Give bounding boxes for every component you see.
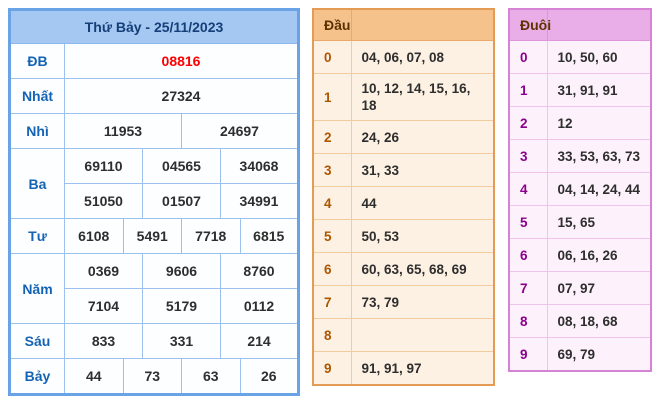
results-row <box>10 359 299 395</box>
results-row <box>10 324 299 359</box>
numbers-cell: 44 <box>351 187 494 220</box>
numbers-cell: 04, 06, 07, 08 <box>351 41 494 74</box>
dau-table-title: Đầu <box>313 9 351 41</box>
dau-row <box>313 220 494 253</box>
prize-value: 0112 <box>221 289 299 324</box>
digit-cell: 5 <box>509 206 547 239</box>
results-row <box>10 149 299 184</box>
dau-row <box>313 187 494 220</box>
duoi-header-empty <box>547 9 651 41</box>
prize-value: 331 <box>143 324 221 359</box>
prize-value: 6815 <box>240 219 299 254</box>
prize-value: 214 <box>221 324 299 359</box>
numbers-cell: 15, 65 <box>547 206 651 239</box>
dau-row <box>313 41 494 74</box>
digit-cell: 9 <box>509 338 547 372</box>
duoi-row <box>509 173 651 206</box>
digit-cell: 4 <box>509 173 547 206</box>
results-table-title: Thứ Bảy - 25/11/2023 <box>10 10 299 44</box>
dau-row <box>313 286 494 319</box>
dau-row <box>313 121 494 154</box>
digit-cell: 1 <box>509 74 547 107</box>
dau-row <box>313 253 494 286</box>
digit-cell: 0 <box>509 41 547 74</box>
digit-cell: 1 <box>313 74 351 121</box>
duoi-row <box>509 41 651 74</box>
digit-cell: 0 <box>313 41 351 74</box>
prize-value: 8760 <box>221 254 299 289</box>
prize-label: Năm <box>10 254 65 324</box>
prize-value: 01507 <box>143 184 221 219</box>
digit-cell: 5 <box>313 220 351 253</box>
prize-value: 04565 <box>143 149 221 184</box>
prize-label: Nhất <box>10 79 65 114</box>
duoi-table-title: Đuôi <box>509 9 547 41</box>
numbers-cell: 07, 97 <box>547 272 651 305</box>
numbers-cell: 06, 16, 26 <box>547 239 651 272</box>
prize-value: 24697 <box>182 114 299 149</box>
dau-table <box>312 8 495 386</box>
results-header-row <box>10 10 299 44</box>
prize-value: 0369 <box>65 254 143 289</box>
digit-cell: 4 <box>313 187 351 220</box>
numbers-cell: 31, 91, 91 <box>547 74 651 107</box>
prize-label: Bảy <box>10 359 65 395</box>
special-prize-value: 08816 <box>65 44 299 79</box>
digit-cell: 9 <box>313 352 351 386</box>
prize-label: Ba <box>10 149 65 219</box>
duoi-row <box>509 338 651 372</box>
prize-value: 6108 <box>65 219 124 254</box>
duoi-row <box>509 305 651 338</box>
prize-value: 5491 <box>123 219 182 254</box>
results-row <box>10 219 299 254</box>
dau-row <box>313 319 494 352</box>
numbers-cell: 31, 33 <box>351 154 494 187</box>
numbers-cell: 50, 53 <box>351 220 494 253</box>
digit-cell: 7 <box>509 272 547 305</box>
numbers-cell: 08, 18, 68 <box>547 305 651 338</box>
digit-cell: 8 <box>313 319 351 352</box>
numbers-cell: 10, 12, 14, 15, 16, 18 <box>351 74 494 121</box>
numbers-cell: 73, 79 <box>351 286 494 319</box>
duoi-header-row <box>509 9 651 41</box>
digit-cell: 8 <box>509 305 547 338</box>
prize-value: 73 <box>123 359 182 395</box>
digit-cell: 3 <box>313 154 351 187</box>
prize-value: 833 <box>65 324 143 359</box>
numbers-cell: 24, 26 <box>351 121 494 154</box>
prize-value: 9606 <box>143 254 221 289</box>
dau-row <box>313 154 494 187</box>
numbers-cell: 12 <box>547 107 651 140</box>
duoi-row <box>509 272 651 305</box>
prize-value: 51050 <box>65 184 143 219</box>
prize-value: 7104 <box>65 289 143 324</box>
duoi-row <box>509 74 651 107</box>
duoi-row <box>509 140 651 173</box>
prize-label: ĐB <box>10 44 65 79</box>
prize-value: 26 <box>240 359 299 395</box>
duoi-row <box>509 239 651 272</box>
digit-cell: 2 <box>313 121 351 154</box>
numbers-cell: 60, 63, 65, 68, 69 <box>351 253 494 286</box>
digit-cell: 3 <box>509 140 547 173</box>
duoi-row <box>509 107 651 140</box>
numbers-cell: 04, 14, 24, 44 <box>547 173 651 206</box>
results-row <box>10 79 299 114</box>
digit-cell: 6 <box>509 239 547 272</box>
dau-row <box>313 352 494 386</box>
prize-value: 11953 <box>65 114 182 149</box>
numbers-cell: 10, 50, 60 <box>547 41 651 74</box>
numbers-cell <box>351 319 494 352</box>
prize-value: 34068 <box>221 149 299 184</box>
prize-value: 27324 <box>65 79 299 114</box>
prize-value: 69110 <box>65 149 143 184</box>
prize-value: 44 <box>65 359 124 395</box>
numbers-cell: 69, 79 <box>547 338 651 372</box>
prize-label: Sáu <box>10 324 65 359</box>
duoi-panel <box>508 8 652 372</box>
dau-header-row <box>313 9 494 41</box>
results-row <box>10 254 299 289</box>
dau-row <box>313 74 494 121</box>
dau-header-empty <box>351 9 494 41</box>
duoi-table <box>508 8 652 372</box>
prize-label: Nhì <box>10 114 65 149</box>
prize-value: 34991 <box>221 184 299 219</box>
lottery-results-panel <box>8 8 300 396</box>
results-row <box>10 114 299 149</box>
digit-cell: 7 <box>313 286 351 319</box>
prize-value: 5179 <box>143 289 221 324</box>
prize-value: 63 <box>182 359 241 395</box>
duoi-row <box>509 206 651 239</box>
prize-label: Tư <box>10 219 65 254</box>
dau-panel <box>312 8 495 386</box>
digit-cell: 2 <box>509 107 547 140</box>
results-table <box>8 8 300 396</box>
digit-cell: 6 <box>313 253 351 286</box>
prize-value: 7718 <box>182 219 241 254</box>
numbers-cell: 33, 53, 63, 73 <box>547 140 651 173</box>
numbers-cell: 91, 91, 97 <box>351 352 494 386</box>
results-row <box>10 44 299 79</box>
